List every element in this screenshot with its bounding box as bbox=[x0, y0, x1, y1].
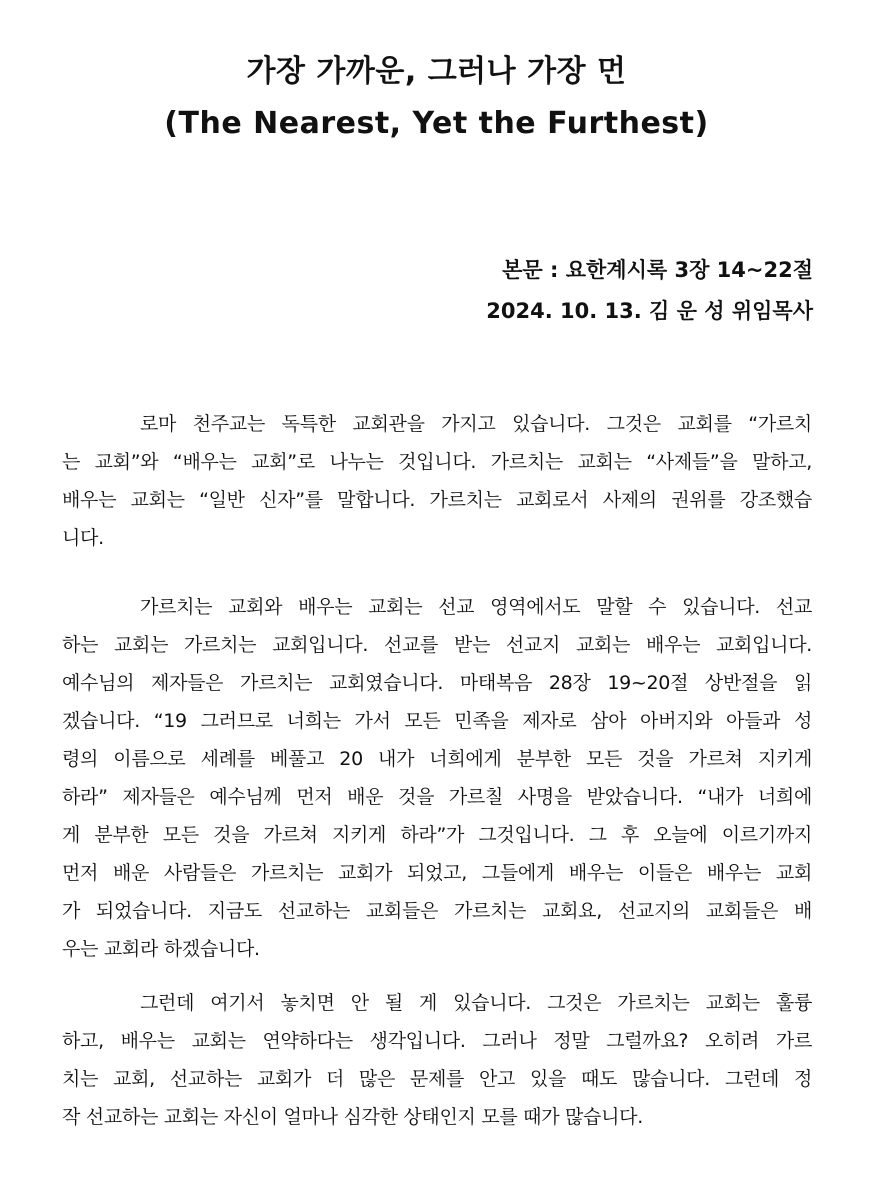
paragraph-1 bbox=[62, 405, 812, 557]
scripture-reference: 본문 : 요한계시록 3장 14~22절 bbox=[502, 258, 813, 282]
paragraph-line: 는 교회”와 “배우는 교회”로 나누는 것입니다. 가르치는 교회는 “사제들”을 말하고, bbox=[62, 451, 812, 473]
paragraph-line: 겠습니다. “19 그러므로 너희는 가서 모든 민족을 제자로 삼아 아버지와 아들과 성 bbox=[62, 710, 812, 732]
paragraph-line: 작 선교하는 교회는 자신이 얼마나 심각한 상태인지 모를 때가 많습니다. bbox=[62, 1106, 643, 1128]
paragraph-line: 예수님의 제자들은 가르치는 교회였습니다. 마태복음 28장 19~20절 상반절을 읽 bbox=[62, 672, 812, 694]
paragraph-line: 우는 교회라 하겠습니다. bbox=[62, 938, 260, 960]
page-subtitle-english: (The Nearest, Yet the Furthest) bbox=[164, 106, 709, 141]
paragraph-line: 령의 이름으로 세례를 베풀고 20 내가 너희에게 분부한 모든 것을 가르쳐 지키게 bbox=[62, 748, 812, 770]
paragraph-line: 하라” 제자들은 예수님께 먼저 배운 것을 가르칠 사명을 받았습니다. “내가 너희에 bbox=[62, 786, 812, 808]
paragraph-line: 니다. bbox=[62, 527, 104, 549]
paragraph-line: 가 되었습니다. 지금도 선교하는 교회들은 가르치는 교회요, 선교지의 교회들은 배 bbox=[62, 900, 812, 922]
paragraph-line: 가르치는 교회와 배우는 교회는 선교 영역에서도 말할 수 있습니다. 선교 bbox=[140, 596, 812, 618]
paragraph-line: 하는 교회는 가르치는 교회입니다. 선교를 받는 선교지 교회는 배우는 교회입니다. bbox=[62, 634, 812, 656]
paragraph-line: 로마 천주교는 독특한 교회관을 가지고 있습니다. 그것은 교회를 “가르치 bbox=[140, 413, 812, 435]
paragraph-3 bbox=[62, 984, 812, 1136]
page-title: 가장 가까운, 그러나 가장 먼 bbox=[246, 54, 627, 89]
paragraph-2 bbox=[62, 588, 812, 968]
paragraph-line: 하고, 배우는 교회는 연약하다는 생각입니다. 그러나 정말 그럴까요? 오히려 가르 bbox=[62, 1030, 812, 1052]
paragraph-line: 먼저 배운 사람들은 가르치는 교회가 되었고, 그들에게 배우는 이들은 배우는 교회 bbox=[62, 862, 812, 884]
paragraph-line: 게 분부한 모든 것을 가르쳐 지키게 하라”가 그것입니다. 그 후 오늘에 이르기까지 bbox=[62, 824, 812, 846]
paragraph-line: 배우는 교회는 “일반 신자”를 말합니다. 가르치는 교회로서 사제의 권위를 강조했습 bbox=[62, 489, 812, 511]
paragraph-line: 그런데 여기서 놓치면 안 될 게 있습니다. 그것은 가르치는 교회는 훌륭 bbox=[140, 992, 812, 1014]
date-and-author: 2024. 10. 13. 김 운 성 위임목사 bbox=[486, 299, 813, 323]
paragraph-line: 치는 교회, 선교하는 교회가 더 많은 문제를 안고 있을 때도 많습니다. 그런데 정 bbox=[62, 1068, 812, 1090]
